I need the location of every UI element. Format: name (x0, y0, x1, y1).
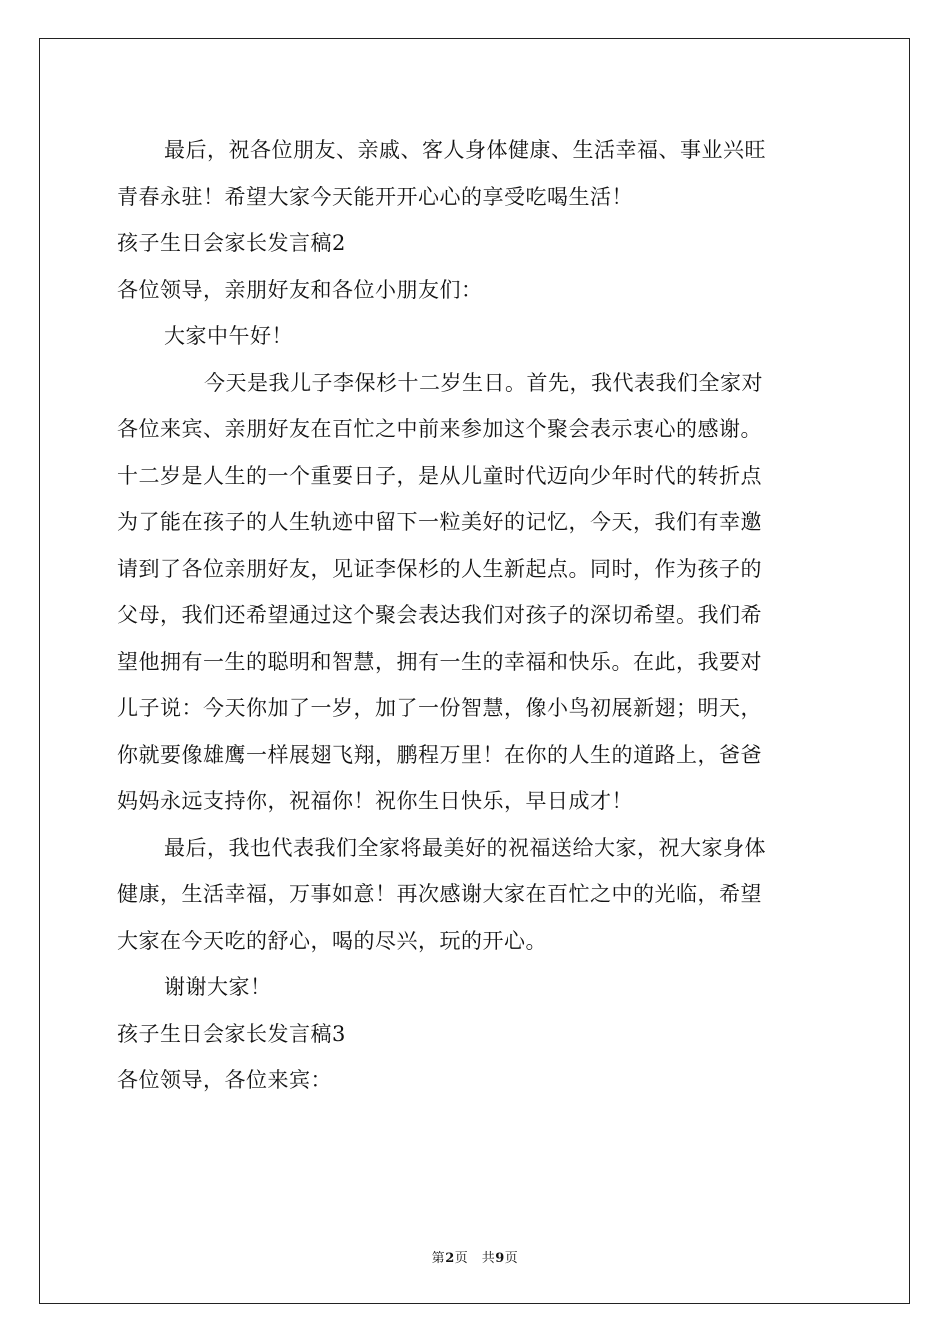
closing-thanks: 谢谢大家！ (164, 975, 272, 999)
paragraph-line: 各位来宾、亲朋好友在百忙之中前来参加这个聚会表示衷心的感谢。 (117, 417, 762, 441)
paragraph-line: 望他拥有一生的聪明和智慧，拥有一生的幸福和快乐。在此，我要对 (117, 649, 762, 674)
paragraph-line: 青春永驻！希望大家今天能开开心心的享受吃喝生活！ (117, 184, 633, 209)
footer-suffix: 页 (504, 1251, 519, 1266)
footer-prefix: 第 (431, 1251, 446, 1266)
current-page-number: 2 (445, 1251, 455, 1266)
paragraph-line: 健康，生活幸福，万事如意！再次感谢大家在百忙之中的光临，希望 (117, 882, 762, 906)
paragraph-line: 为了能在孩子的人生轨迹中留下一粒美好的记忆，今天，我们有幸邀 (117, 510, 762, 534)
section-heading: 孩子生日会家长发言稿2 (117, 231, 346, 255)
footer-middle: 页 共 (454, 1251, 496, 1266)
paragraph-line: 大家在今天吃的舒心，喝的尽兴，玩的开心。 (117, 928, 547, 953)
paragraph-line: 今天是我儿子李保杉十二岁生日。首先，我代表我们全家对 (204, 370, 763, 395)
section-heading: 孩子生日会家长发言稿3 (117, 1021, 346, 1046)
paragraph-line: 妈妈永远支持你，祝福你！祝你生日快乐，早日成才！ (117, 789, 633, 813)
page-footer (0, 1247, 950, 1266)
paragraph-line: 你就要像雄鹰一样展翅飞翔，鹏程万里！在你的人生的道路上，爸爸 (117, 742, 762, 767)
paragraph-line: 请到了各位亲朋好友，见证李保杉的人生新起点。同时，作为孩子的 (117, 556, 762, 581)
salutation: 各位领导，各位来宾： (117, 1068, 332, 1092)
paragraph-line: 父母，我们还希望通过这个聚会表达我们对孩子的深切希望。我们希 (117, 603, 762, 627)
total-page-count: 9 (495, 1251, 505, 1266)
paragraph-line: 儿子说：今天你加了一岁，加了一份智慧，像小鸟初展新翅；明天， (117, 696, 762, 720)
document-body (117, 127, 833, 1104)
paragraph-line: 最后，我也代表我们全家将最美好的祝福送给大家，祝大家身体 (164, 835, 766, 860)
salutation: 各位领导，亲朋好友和各位小朋友们： (117, 277, 483, 302)
paragraph-line: 十二岁是人生的一个重要日子，是从儿童时代迈向少年时代的转折点 (117, 463, 762, 488)
paragraph-line: 最后，祝各位朋友、亲戚、客人身体健康、生活幸福、事业兴旺 (164, 138, 766, 162)
greeting: 大家中午好！ (164, 324, 293, 348)
